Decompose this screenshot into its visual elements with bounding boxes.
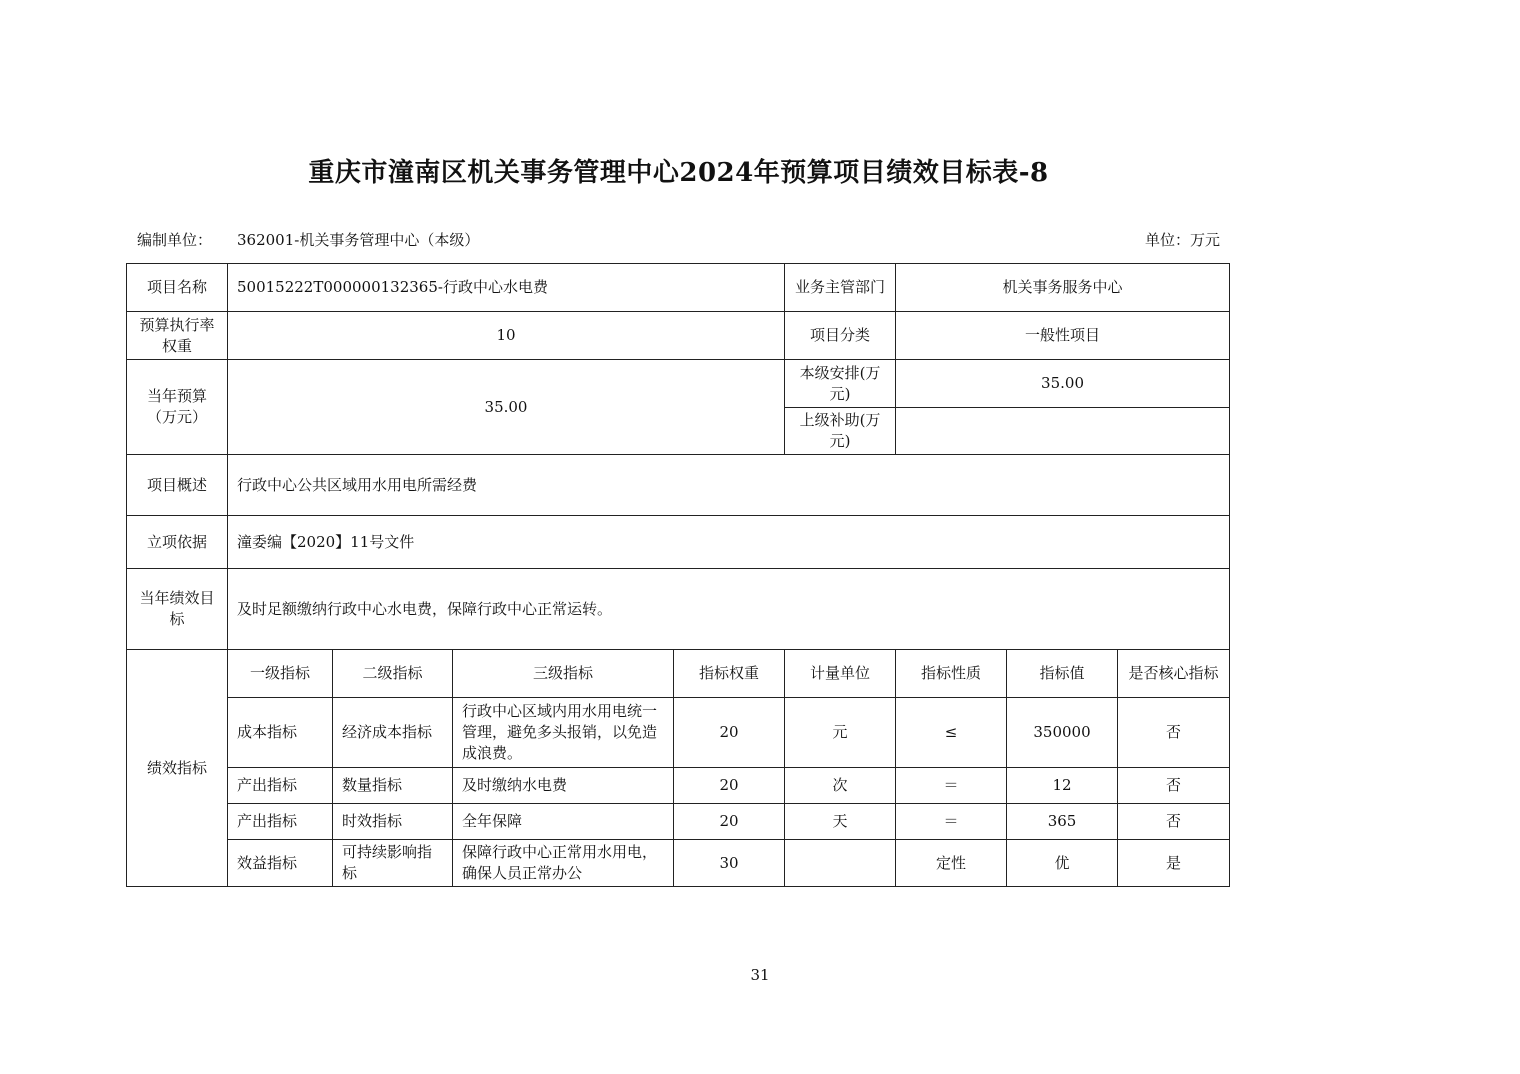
performance-table <box>126 263 1230 887</box>
category-label: 项目分类 <box>785 312 896 360</box>
basis-label: 立项依据 <box>127 516 228 569</box>
compiler-label: 编制单位： <box>137 231 213 249</box>
row-weight: 20 <box>674 804 785 840</box>
row-nature: ＝ <box>896 768 1007 804</box>
row-level2: 经济成本指标 <box>333 698 453 768</box>
table-row <box>127 698 1230 768</box>
budget-label: 当年预算（万元） <box>127 360 228 455</box>
table-row <box>127 804 1230 840</box>
indicators-section-label: 绩效指标 <box>127 650 228 887</box>
header-unit: 计量单位 <box>785 650 896 698</box>
project-name-label: 项目名称 <box>127 264 228 312</box>
row-level1: 产出指标 <box>228 768 333 804</box>
header-level2: 二级指标 <box>333 650 453 698</box>
row-unit <box>785 840 896 887</box>
goal-label: 当年绩效目标 <box>127 569 228 650</box>
local-arrangement-label: 本级安排(万元) <box>785 360 896 408</box>
row-level3: 及时缴纳水电费 <box>453 768 674 804</box>
header-value: 指标值 <box>1007 650 1118 698</box>
row-level2: 时效指标 <box>333 804 453 840</box>
table-row <box>127 840 1230 887</box>
header-nature: 指标性质 <box>896 650 1007 698</box>
row-weight: 30 <box>674 840 785 887</box>
row-core: 否 <box>1118 698 1230 768</box>
row-level2: 可持续影响指标 <box>333 840 453 887</box>
row-nature: 定性 <box>896 840 1007 887</box>
exec-rate-value: 10 <box>228 312 785 360</box>
row-level1: 产出指标 <box>228 804 333 840</box>
category-value: 一般性项目 <box>896 312 1230 360</box>
row-nature: ＝ <box>896 804 1007 840</box>
dept-value: 机关事务服务中心 <box>896 264 1230 312</box>
row-unit: 天 <box>785 804 896 840</box>
unit-label: 单位：万元 <box>1144 231 1220 249</box>
header-core: 是否核心指标 <box>1118 650 1230 698</box>
row-level1: 成本指标 <box>228 698 333 768</box>
row-core: 否 <box>1118 768 1230 804</box>
table-row <box>127 768 1230 804</box>
header-level1: 一级指标 <box>228 650 333 698</box>
dept-label: 业务主管部门 <box>785 264 896 312</box>
row-core: 是 <box>1118 840 1230 887</box>
header-weight: 指标权重 <box>674 650 785 698</box>
row-nature: ≤ <box>896 698 1007 768</box>
local-arrangement-value: 35.00 <box>896 360 1230 408</box>
goal-value: 及时足额缴纳行政中心水电费，保障行政中心正常运转。 <box>228 569 1230 650</box>
row-unit: 元 <box>785 698 896 768</box>
row-unit: 次 <box>785 768 896 804</box>
row-level2: 数量指标 <box>333 768 453 804</box>
row-level1: 效益指标 <box>228 840 333 887</box>
row-level3: 全年保障 <box>453 804 674 840</box>
overview-label: 项目概述 <box>127 455 228 516</box>
row-value: 优 <box>1007 840 1118 887</box>
subsidy-value <box>896 408 1230 455</box>
row-value: 350000 <box>1007 698 1118 768</box>
basis-value: 潼委编【2020】11号文件 <box>228 516 1230 569</box>
row-value: 12 <box>1007 768 1118 804</box>
page-number: 31 <box>750 966 770 984</box>
subsidy-label: 上级补助(万元) <box>785 408 896 455</box>
row-level3: 行政中心区域内用水用电统一管理，避免多头报销，以免造成浪费。 <box>453 698 674 768</box>
project-name-value: 50015222T000000132365-行政中心水电费 <box>228 264 785 312</box>
compiler-line <box>137 229 479 250</box>
row-value: 365 <box>1007 804 1118 840</box>
row-weight: 20 <box>674 768 785 804</box>
exec-rate-label: 预算执行率权重 <box>127 312 228 360</box>
row-core: 否 <box>1118 804 1230 840</box>
row-weight: 20 <box>674 698 785 768</box>
page-title: 重庆市潼南区机关事务管理中心2024年预算项目绩效目标表-8 <box>308 158 1049 188</box>
row-level3: 保障行政中心正常用水用电，确保人员正常办公 <box>453 840 674 887</box>
compiler-value: 362001-机关事务管理中心（本级） <box>237 231 480 249</box>
budget-value: 35.00 <box>228 360 785 455</box>
overview-value: 行政中心公共区域用水用电所需经费 <box>228 455 1230 516</box>
header-level3: 三级指标 <box>453 650 674 698</box>
